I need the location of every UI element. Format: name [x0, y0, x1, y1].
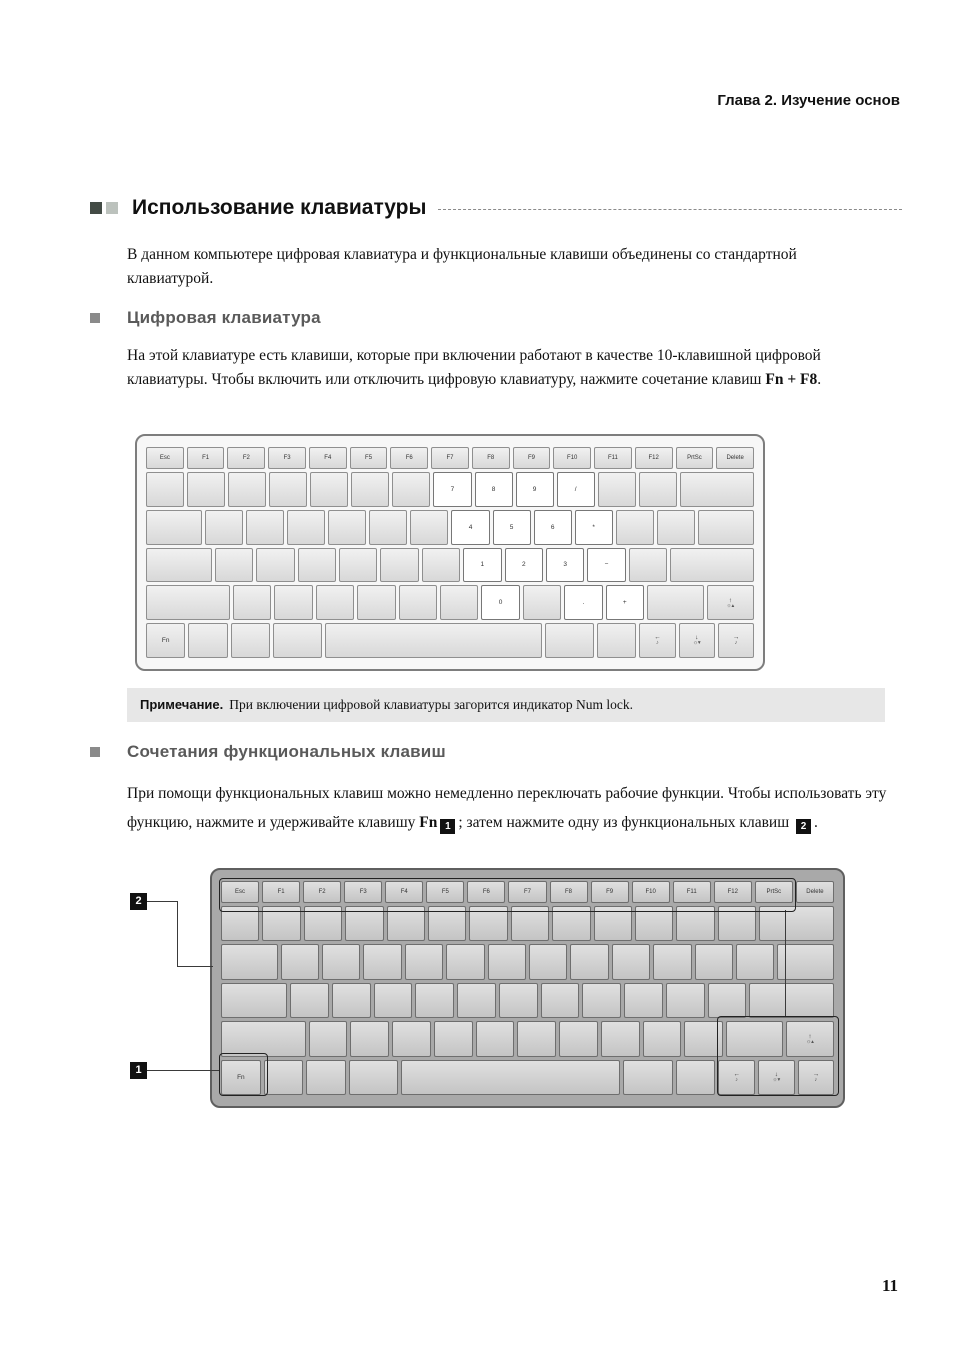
subheading-function-keys [90, 742, 446, 762]
key [529, 944, 567, 979]
key-delete: Delete [716, 447, 754, 469]
key [221, 983, 287, 1018]
section-heading [90, 196, 902, 220]
keyboard-row [221, 983, 834, 1018]
key-f4: F4 [385, 881, 423, 903]
key [233, 585, 271, 620]
key-f9: F9 [513, 447, 551, 469]
key [736, 944, 774, 979]
subheading-square-icon [90, 747, 100, 757]
key-f5: F5 [426, 881, 464, 903]
key [357, 585, 395, 620]
key [434, 1021, 473, 1056]
key-4: 4 [451, 510, 489, 545]
key-f1: F1 [187, 447, 225, 469]
key [517, 1021, 556, 1056]
key [146, 585, 230, 620]
key [264, 1060, 304, 1095]
key [643, 1021, 682, 1056]
key-esc: Esc [146, 447, 184, 469]
key-f6: F6 [467, 881, 505, 903]
key-f1: F1 [262, 881, 300, 903]
callout-badge-2: 2 [130, 893, 147, 910]
key [616, 510, 654, 545]
chapter-header: Глава 2. Изучение основ [717, 92, 900, 109]
key [559, 1021, 598, 1056]
key [647, 585, 704, 620]
callout-badge-1: 1 [130, 1062, 147, 1079]
key-*: * [575, 510, 613, 545]
key-7: 7 [433, 472, 471, 507]
numeric-text: На этой клавиатуре есть клавиши, которые при включении работают в качестве 10-клавишной цифровой клавиатуры. Чтобы включить или отключить цифровую клавиатуру, нажмите сочетание клавиш [127, 347, 821, 389]
key [221, 944, 278, 979]
key [363, 944, 401, 979]
key [695, 944, 733, 979]
keyboard-row [221, 944, 834, 979]
key [146, 548, 212, 583]
keyboard-row [146, 548, 754, 583]
callout-2-line-vertical [177, 901, 178, 967]
key [680, 472, 754, 507]
key [639, 472, 677, 507]
key [476, 1021, 515, 1056]
key [598, 472, 636, 507]
key [523, 585, 561, 620]
key-f10: F10 [553, 447, 591, 469]
key [298, 548, 336, 583]
numeric-keypad-paragraph [127, 344, 905, 392]
subheading-title: Цифровая клавиатура [127, 308, 321, 327]
key [146, 472, 184, 507]
subheading-title: Сочетания функциональных клавиш [127, 742, 446, 761]
key [582, 983, 621, 1018]
key [273, 623, 322, 658]
key [597, 623, 636, 658]
numeric-text-tail: . [817, 371, 822, 389]
key-↓: ↓ ☼▾ [679, 623, 715, 658]
key [623, 1060, 672, 1095]
key [399, 585, 437, 620]
fn-text-c: . [814, 813, 818, 831]
key-9: 9 [516, 472, 554, 507]
subheading-square-icon [90, 313, 100, 323]
key-fn: Fn [146, 623, 185, 658]
key-f8: F8 [550, 881, 588, 903]
key [676, 1060, 716, 1095]
key-f11: F11 [594, 447, 632, 469]
key [322, 944, 360, 979]
callout-2-line-into-keyboard [177, 966, 213, 967]
key-f12: F12 [714, 881, 752, 903]
fn-text-a: При помощи функциональных клавиш можно немедленно переключать рабочие функции. Чтобы использовать эту функцию, нажмите и удерживайте клавишу [127, 785, 887, 831]
key-↓: ↓ ☼▾ [758, 1060, 795, 1095]
keyboard-row [146, 472, 754, 507]
key-↑: ↑ ☼▴ [707, 585, 755, 620]
key [205, 510, 243, 545]
key-.: . [564, 585, 602, 620]
key [228, 472, 266, 507]
key [287, 510, 325, 545]
key [488, 944, 526, 979]
key-f3: F3 [344, 881, 382, 903]
key-3: 3 [546, 548, 584, 583]
keyboard-row [146, 447, 754, 469]
key-fn-label: Fn [419, 813, 438, 831]
key [246, 510, 284, 545]
note-box [127, 688, 885, 722]
key [499, 983, 538, 1018]
key [188, 623, 227, 658]
keyboard-row [146, 510, 754, 545]
key [541, 983, 580, 1018]
key-→: → ♪ [798, 1060, 834, 1095]
key [401, 1060, 620, 1095]
key [446, 944, 484, 979]
key [666, 983, 705, 1018]
key [349, 1060, 398, 1095]
key [351, 472, 389, 507]
function-keys-paragraph [127, 780, 909, 837]
key-f5: F5 [350, 447, 388, 469]
key-f2: F2 [303, 881, 341, 903]
intro-paragraph: В данном компьютере цифровая клавиатура и функциональные клавиши объединены со стандартной клавиатурой. [127, 246, 797, 288]
key [221, 1021, 306, 1056]
key-delete: Delete [796, 881, 834, 903]
key [415, 983, 454, 1018]
key-f7: F7 [431, 447, 469, 469]
key [612, 944, 650, 979]
key-f11: F11 [673, 881, 711, 903]
key [670, 548, 754, 583]
key-2: 2 [505, 548, 543, 583]
key-f10: F10 [632, 881, 670, 903]
key-prtsc: PrtSc [755, 881, 793, 903]
key [698, 510, 754, 545]
key-f7: F7 [508, 881, 546, 903]
key-fn: Fn [221, 1060, 261, 1095]
key [369, 510, 407, 545]
key-combo-fn-f8: Fn + F8 [765, 371, 818, 389]
section-title: Использование клавиатуры [132, 196, 427, 219]
keyboard-illustration-numeric-keypad [135, 434, 765, 671]
key-/: / [557, 472, 595, 507]
key [215, 548, 253, 583]
key-f2: F2 [227, 447, 265, 469]
key [657, 510, 695, 545]
fn-key-outline [219, 1053, 268, 1096]
function-row-outline [219, 878, 796, 912]
key [350, 1021, 389, 1056]
subheading-numeric-keypad [90, 308, 321, 328]
key [328, 510, 366, 545]
note-label: Примечание. [140, 697, 224, 712]
function-row-to-arrows-connector [785, 910, 786, 1017]
key-5: 5 [493, 510, 531, 545]
key-+: + [606, 585, 644, 620]
heading-square-dark-icon [90, 202, 102, 214]
key-f8: F8 [472, 447, 510, 469]
key [339, 548, 377, 583]
callout-badge-2-inline: 2 [796, 819, 811, 834]
key-prtsc: PrtSc [676, 447, 714, 469]
key-6: 6 [534, 510, 572, 545]
key [457, 983, 496, 1018]
fn-text-b: ; затем нажмите одну из функциональных клавиш [458, 813, 794, 831]
key-↑: ↑ ☼▴ [786, 1021, 834, 1056]
key-f9: F9 [591, 881, 629, 903]
key [281, 944, 319, 979]
heading-dashed-rule [438, 209, 902, 210]
key [629, 548, 667, 583]
key [708, 983, 747, 1018]
key [410, 510, 448, 545]
key-0: 0 [481, 585, 519, 620]
key-f12: F12 [635, 447, 673, 469]
key [187, 472, 225, 507]
callout-2-line-horizontal [147, 901, 178, 902]
key-f4: F4 [309, 447, 347, 469]
key [653, 944, 691, 979]
key [310, 472, 348, 507]
key-←: ← ♪ [639, 623, 675, 658]
key [749, 983, 834, 1018]
key [624, 983, 663, 1018]
key-1: 1 [463, 548, 501, 583]
key [422, 548, 460, 583]
key-→: → ♪ [718, 623, 754, 658]
keyboard-row [146, 623, 754, 658]
key [405, 944, 443, 979]
key [274, 585, 312, 620]
keyboard-row [146, 585, 754, 620]
key [545, 623, 594, 658]
key [380, 548, 418, 583]
page-number: 11 [881, 1276, 898, 1295]
key [146, 510, 202, 545]
key [269, 472, 307, 507]
callout-badge-1-inline: 1 [440, 819, 455, 834]
key-−: − [587, 548, 625, 583]
key [332, 983, 371, 1018]
key [306, 1060, 346, 1095]
key [392, 472, 430, 507]
key-f3: F3 [268, 447, 306, 469]
key [601, 1021, 640, 1056]
key [290, 983, 329, 1018]
key [440, 585, 478, 620]
heading-square-light-icon [106, 202, 118, 214]
key-esc: Esc [221, 881, 259, 903]
key-f6: F6 [390, 447, 428, 469]
key [316, 585, 354, 620]
key [570, 944, 608, 979]
key-8: 8 [475, 472, 513, 507]
key [256, 548, 294, 583]
key-←: ← ♪ [718, 1060, 755, 1095]
note-text: При включении цифровой клавиатуры загорится индикатор Num lock. [229, 697, 633, 712]
key [325, 623, 542, 658]
key [374, 983, 413, 1018]
key [392, 1021, 431, 1056]
key [231, 623, 270, 658]
callout-1-line-horizontal [147, 1070, 219, 1071]
arrow-cluster-outline [717, 1016, 839, 1096]
key [309, 1021, 348, 1056]
